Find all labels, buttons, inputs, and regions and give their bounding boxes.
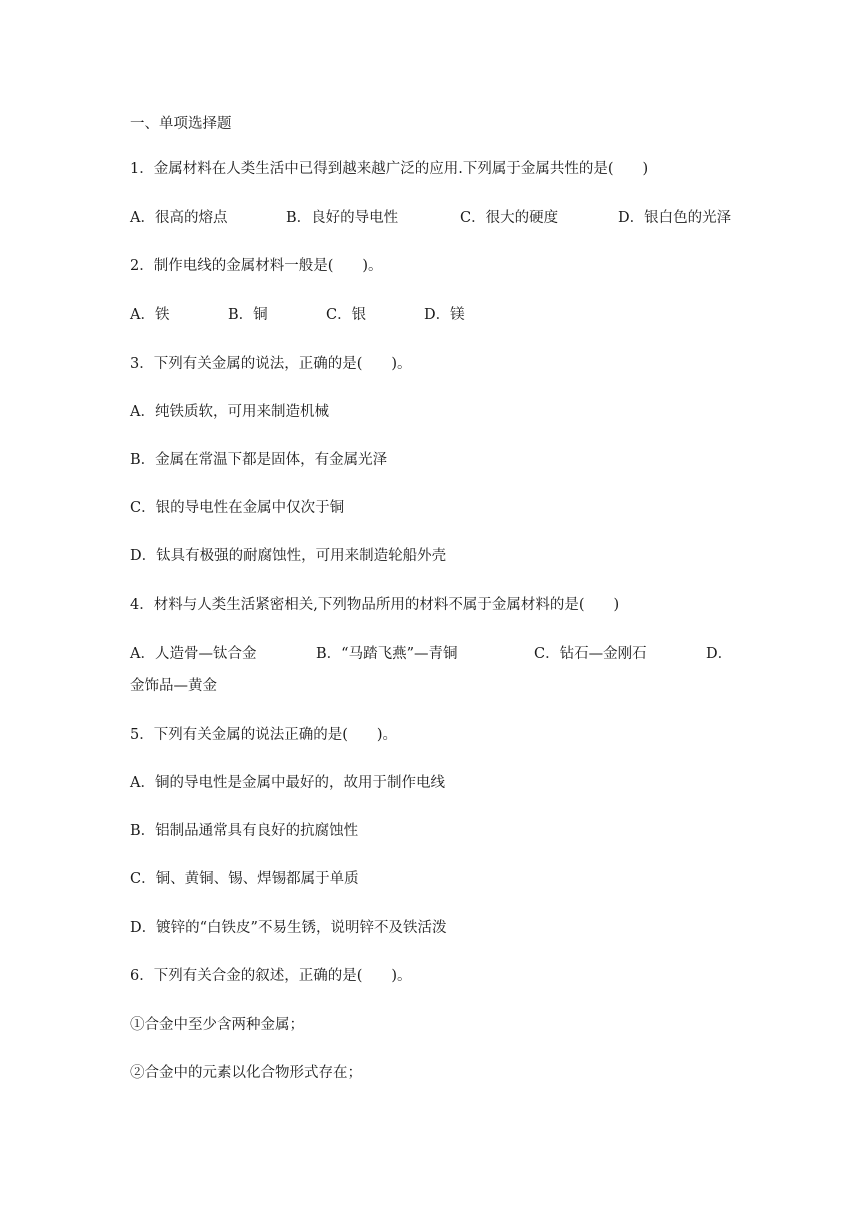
- q2-option-d: D．镁: [424, 307, 465, 323]
- q1-option-b: B．良好的导电性: [286, 210, 399, 226]
- q1-option-d: D．银白色的光泽: [618, 210, 732, 226]
- q2-option-b: B．铜: [228, 307, 268, 323]
- q6-item-1: ①合金中至少含两种金属；: [130, 1017, 304, 1033]
- q5-option-c: C．铜、黄铜、锡、焊锡都属于单质: [130, 871, 359, 887]
- q2-stem: 2．制作电线的金属材料一般是( )。: [130, 258, 383, 274]
- q2-option-a: A．铁: [130, 307, 170, 323]
- q3-option-b: B．金属在常温下都是固体，有金属光泽: [130, 452, 388, 468]
- q1-option-c: C．很大的硬度: [460, 210, 559, 226]
- q5-option-d: D．镀锌的“白铁皮”不易生锈，说明锌不及铁活泼: [130, 920, 447, 936]
- q4-stem: 4．材料与人类生活紧密相关,下列物品所用的材料不属于金属材料的是( ): [130, 597, 620, 613]
- q4-option-b: B．“马踏飞燕”—青铜: [316, 646, 458, 662]
- q4-option-d-continuation: 金饰品—黄金: [130, 678, 217, 694]
- q2-option-c: C．银: [326, 307, 367, 323]
- q4-option-d: D．: [706, 646, 733, 662]
- q4-option-c: C．钻石—金刚石: [534, 646, 647, 662]
- q6-item-2: ②合金中的元素以化合物形式存在；: [130, 1065, 362, 1081]
- q1-option-a: A．很高的熔点: [130, 210, 228, 226]
- q1-stem: 1．金属材料在人类生活中已得到越来越广泛的应用.下列属于金属共性的是( ): [130, 161, 649, 177]
- q3-option-c: C．银的导电性在金属中仅次于铜: [130, 500, 345, 516]
- q5-option-a: A．铜的导电性是金属中最好的，故用于制作电线: [130, 775, 445, 791]
- q5-option-b: B．铝制品通常具有良好的抗腐蚀性: [130, 823, 359, 839]
- q3-stem: 3．下列有关金属的说法，正确的是( )。: [130, 356, 412, 372]
- q3-option-a: A．纯铁质软，可用来制造机械: [130, 404, 329, 420]
- section-title: 一、单项选择题: [130, 116, 232, 132]
- q5-stem: 5．下列有关金属的说法正确的是( )。: [130, 727, 398, 743]
- q6-stem: 6．下列有关合金的叙述，正确的是( )。: [130, 968, 412, 984]
- q3-option-d: D．钛具有极强的耐腐蚀性，可用来制造轮船外壳: [130, 548, 447, 564]
- q4-option-a: A．人造骨—钛合金: [130, 646, 257, 662]
